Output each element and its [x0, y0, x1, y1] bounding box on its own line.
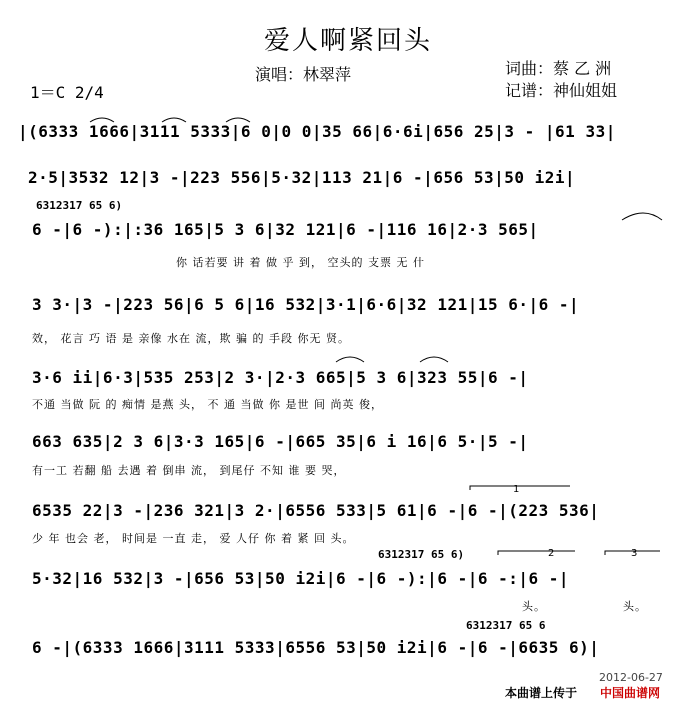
- footer-date: 2012-06-27: [599, 671, 663, 684]
- score-row-1: |(6333 1666|3111 5333|6 0|0 0|35 66|6·6i|656 25|3 - |61 33|: [18, 122, 616, 141]
- score-row-6: 663 635|2 3 6|3·3 165|6 -|665 35|6 i 16|6 5·|5 -|: [32, 432, 529, 451]
- page-title: 爱人啊紧回头: [263, 26, 432, 56]
- slur-3: [226, 118, 250, 122]
- footer-uploaded-label: 本曲谱上传于: [505, 686, 578, 700]
- lyrics-row-8-b: 头。: [623, 600, 647, 613]
- score-row-8: 5·32|16 532|3 -|656 53|50 i2i|6 -|6 -):|6 -|6 -:|6 -|: [32, 569, 570, 588]
- key-signature: 1＝C 2/4: [30, 83, 104, 102]
- score-row-9: 6 -|(6333 1666|3111 5333|6556 53|50 i2i|6 -|6 -|6635 6)|: [32, 638, 600, 657]
- composer-credit: 词曲：蔡 乙 洲: [505, 59, 612, 78]
- volta-bracket-2: [498, 551, 575, 555]
- volta-bracket-3: [605, 551, 660, 555]
- volta-3: 3: [631, 548, 638, 559]
- score-row-5: 3·6 ii|6·3|535 253|2 3·|2·3 665|5 3 6|323 55|6 -|: [32, 368, 529, 387]
- slur-5: [336, 357, 364, 362]
- volta-2: 2: [548, 548, 555, 559]
- slur-1: [90, 118, 114, 122]
- transcriber-credit: 记谱：神仙姐姐: [505, 81, 618, 100]
- singer-credit: 演唱：林翠萍: [255, 65, 352, 84]
- lyrics-row-5: 不通 当做 阮 的 痴情 是燕 头， 不 通 当做 你 是世 间 尚英 俊，: [32, 398, 383, 411]
- score-row-3: 6 -|6 -):|:36 165|5 3 6|32 121|6 -|116 16|2·3 565|: [32, 220, 539, 239]
- score-row-4: 3 3·|3 -|223 56|6 5 6|16 532|3·1|6·6|32 121|15 6·|6 -|: [32, 295, 580, 314]
- site-logo[interactable]: 中国曲谱网: [600, 686, 661, 700]
- lyrics-row-7: 少 年 也会 老， 时间是 一直 走， 爱 人仔 你 着 紧 回 头。: [32, 532, 355, 545]
- slur-4: [622, 213, 662, 220]
- score-row-7: 6535 22|3 -|236 321|3 2·|6556 533|5 61|6 -|6 -|(223 536|: [32, 501, 600, 520]
- lyrics-row-8-a: 头。: [522, 600, 546, 613]
- volta-1: 1: [513, 484, 520, 495]
- lyrics-row-4: 效， 花言 巧 语 是 亲像 水在 流，欺 骗 的 手段 你无 贤。: [32, 332, 350, 345]
- score-row-2: 2·5|3532 12|3 -|223 556|5·32|113 21|6 -|656 53|50 i2i|: [28, 168, 576, 187]
- lyrics-row-6: 有一工 若翻 船 去遇 着 倒串 流， 到尾仔 不知 谁 要 哭，: [32, 464, 346, 477]
- grace-notes-row-3: 6312317 65 6): [36, 199, 123, 212]
- slur-2: [162, 118, 186, 122]
- slur-6: [420, 357, 448, 362]
- volta-bracket-1: [470, 486, 570, 490]
- grace-notes-row-9: 6312317 65 6: [466, 619, 546, 632]
- grace-notes-row-8: 6312317 65 6): [378, 548, 465, 561]
- lyrics-row-3: 你 话若要 讲 着 做 乎 到， 空头的 支票 无 什: [176, 256, 425, 269]
